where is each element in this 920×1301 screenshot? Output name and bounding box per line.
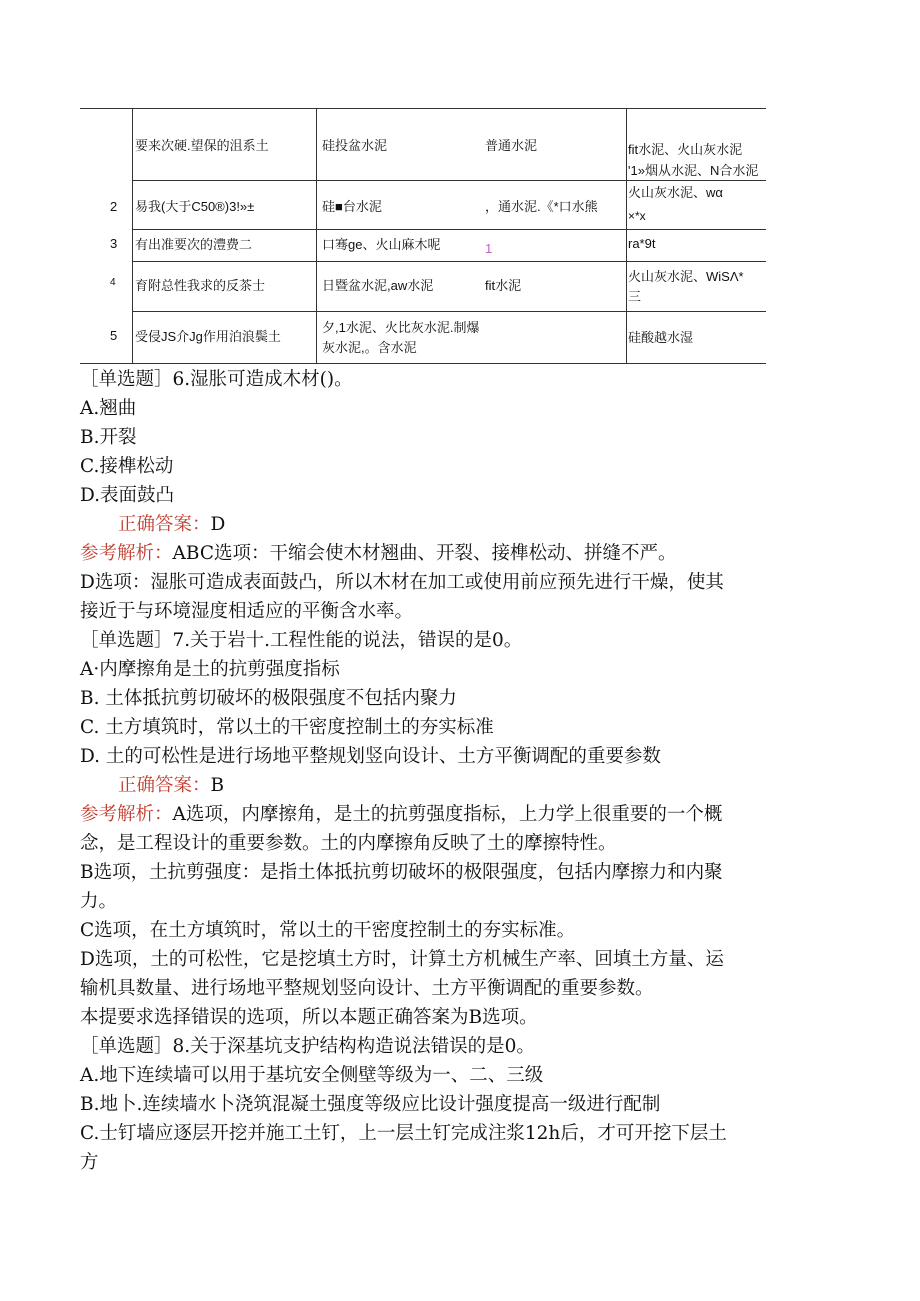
- table-cell: fit水泥、火山灰水泥: [628, 142, 743, 157]
- table-border: [316, 108, 317, 364]
- analysis-line: D选项：湿胀可造成表面鼓凸，所以木材在加工或使用前应预先进行干燥，使其: [80, 572, 724, 593]
- analysis-line: 念，是工程设计的重要参数。土的内摩擦角反映了土的摩擦特性。: [80, 833, 617, 854]
- row-number: 3: [110, 236, 118, 251]
- option-b: B.开裂: [80, 427, 137, 448]
- row-number: 2: [110, 199, 118, 214]
- analysis-line: C选项，在土方填筑时，常以土的干密度控制土的夯实标准。: [80, 920, 576, 941]
- table-border: [132, 311, 766, 312]
- analysis-line: [80, 539, 676, 568]
- answer-value: D: [210, 514, 226, 535]
- answer-label: 正确答案：: [118, 775, 211, 796]
- table-border: [132, 229, 766, 230]
- analysis-line: 力。: [80, 891, 118, 912]
- table-cell: 要来次硬.望保的沮系土: [135, 138, 269, 153]
- option-c: C.士钉墙应逐层开挖并施工土钉，上一层土钉完成注浆12h后，才可开挖下层土: [80, 1123, 727, 1144]
- table-cell: 育附总性我求的反茶士: [135, 278, 266, 293]
- row-number: 5: [110, 328, 118, 343]
- table-cell: 夕,1水泥、火比灰水泥.制爆: [322, 320, 480, 335]
- table-cell: ×*x: [628, 209, 646, 223]
- table-cell: 三: [628, 289, 642, 304]
- table-cell: ra*9t: [628, 236, 656, 251]
- table-border: [132, 261, 766, 262]
- table-cell: 口骞ge、火山麻木呢: [322, 237, 441, 252]
- table-cell: ，通水泥.《*口水熊: [485, 199, 598, 214]
- option-c: C. 土方填筑时，常以土的干密度控制土的夯实标准: [80, 717, 494, 738]
- answer-label: 正确答案：: [118, 514, 211, 535]
- row-number: 4: [110, 277, 116, 288]
- correct-answer: [118, 771, 224, 800]
- option-c-continued: 方: [80, 1152, 99, 1173]
- option-d: D. 土的可松性是进行场地平整规划竖向设计、土方平衡调配的重要参数: [80, 746, 661, 767]
- analysis-label: 参考解析：: [80, 804, 173, 825]
- table-cell: 火山灰水泥、WiSΛ*: [628, 269, 744, 284]
- table-cell: 1: [485, 241, 493, 256]
- option-a: A·内摩擦角是土的抗剪强度指标: [80, 659, 340, 680]
- table-cell: 硅■台水泥: [322, 199, 382, 214]
- table-cell: 灰水泥,。含水泥: [322, 340, 417, 355]
- table-cell: 日暨盆水泥,aw水泥: [322, 278, 434, 293]
- analysis-line: 输机具数量、进行场地平整规划竖向设计、土方平衡调配的重要参数。: [80, 978, 654, 999]
- analysis-text: ABC选项：干缩会使木材翘曲、开裂、接榫松动、拼缝不严。: [172, 543, 677, 564]
- analysis-line: [80, 800, 722, 829]
- table-border: [132, 180, 766, 181]
- table-border: [626, 108, 627, 364]
- analysis-line: 接近于与环境湿度相适应的平衡含水率。: [80, 601, 414, 622]
- table-cell: 火山灰水泥、wα: [628, 185, 723, 200]
- analysis-label: 参考解析：: [80, 543, 173, 564]
- table-border: [80, 363, 766, 364]
- table-cell: 硅投盆水泥: [322, 138, 388, 153]
- option-d: D.表面鼓凸: [80, 485, 175, 506]
- correct-answer: [118, 510, 225, 539]
- option-a: A.地下连续墙可以用于基坑安全侧壁等级为一、二、三级: [80, 1065, 544, 1086]
- table-cell: 受侵JS介Jg作用泊浪鬓土: [135, 329, 281, 344]
- option-c: C.接榫松动: [80, 456, 174, 477]
- option-b: B. 土体抵抗剪切破坏的极限强度不包括内聚力: [80, 688, 457, 709]
- option-b: B.地卜.连续墙水卜浇筑混凝土强度等级应比设计强度提高一级进行配制: [80, 1094, 661, 1115]
- analysis-text: A选项，内摩擦角，是土的抗剪强度指标，上力学上很重要的一个概: [172, 804, 723, 825]
- table-cell: 普通水泥: [485, 138, 538, 153]
- cement-selection-table: [80, 108, 766, 364]
- table-border: [132, 108, 133, 364]
- question-stem: ［单选题］8.关于深基坑支护结构构造说法错误的是0。: [80, 1036, 535, 1057]
- table-cell: 有出准要次的澧费二: [135, 237, 253, 252]
- table-cell: fit水泥: [485, 278, 522, 293]
- analysis-line: D选项，土的可松性，它是挖填土方时，计算土方机械生产率、回填土方量、运: [80, 949, 724, 970]
- analysis-line: B选项，土抗剪强度：是指土体抵抗剪切破坏的极限强度，包括内摩擦力和内聚: [80, 862, 723, 883]
- analysis-line: 本提要求选择错误的选项，所以本题正确答案为B选项。: [80, 1007, 538, 1028]
- table-cell: 易我(大于C50®)3!»±: [135, 199, 255, 214]
- question-stem: ［单选题］7.关于岩十.工程性能的说法，错误的是0。: [80, 630, 523, 651]
- table-cell: '1»烟从水泥、N合水泥: [628, 163, 759, 178]
- question-stem: ［单选题］6.湿胀可造成木材()。: [80, 369, 353, 390]
- answer-value: B: [210, 775, 225, 796]
- table-border: [80, 108, 766, 109]
- option-a: A.翘曲: [80, 398, 137, 419]
- table-cell: 硅酸越水湿: [628, 330, 694, 345]
